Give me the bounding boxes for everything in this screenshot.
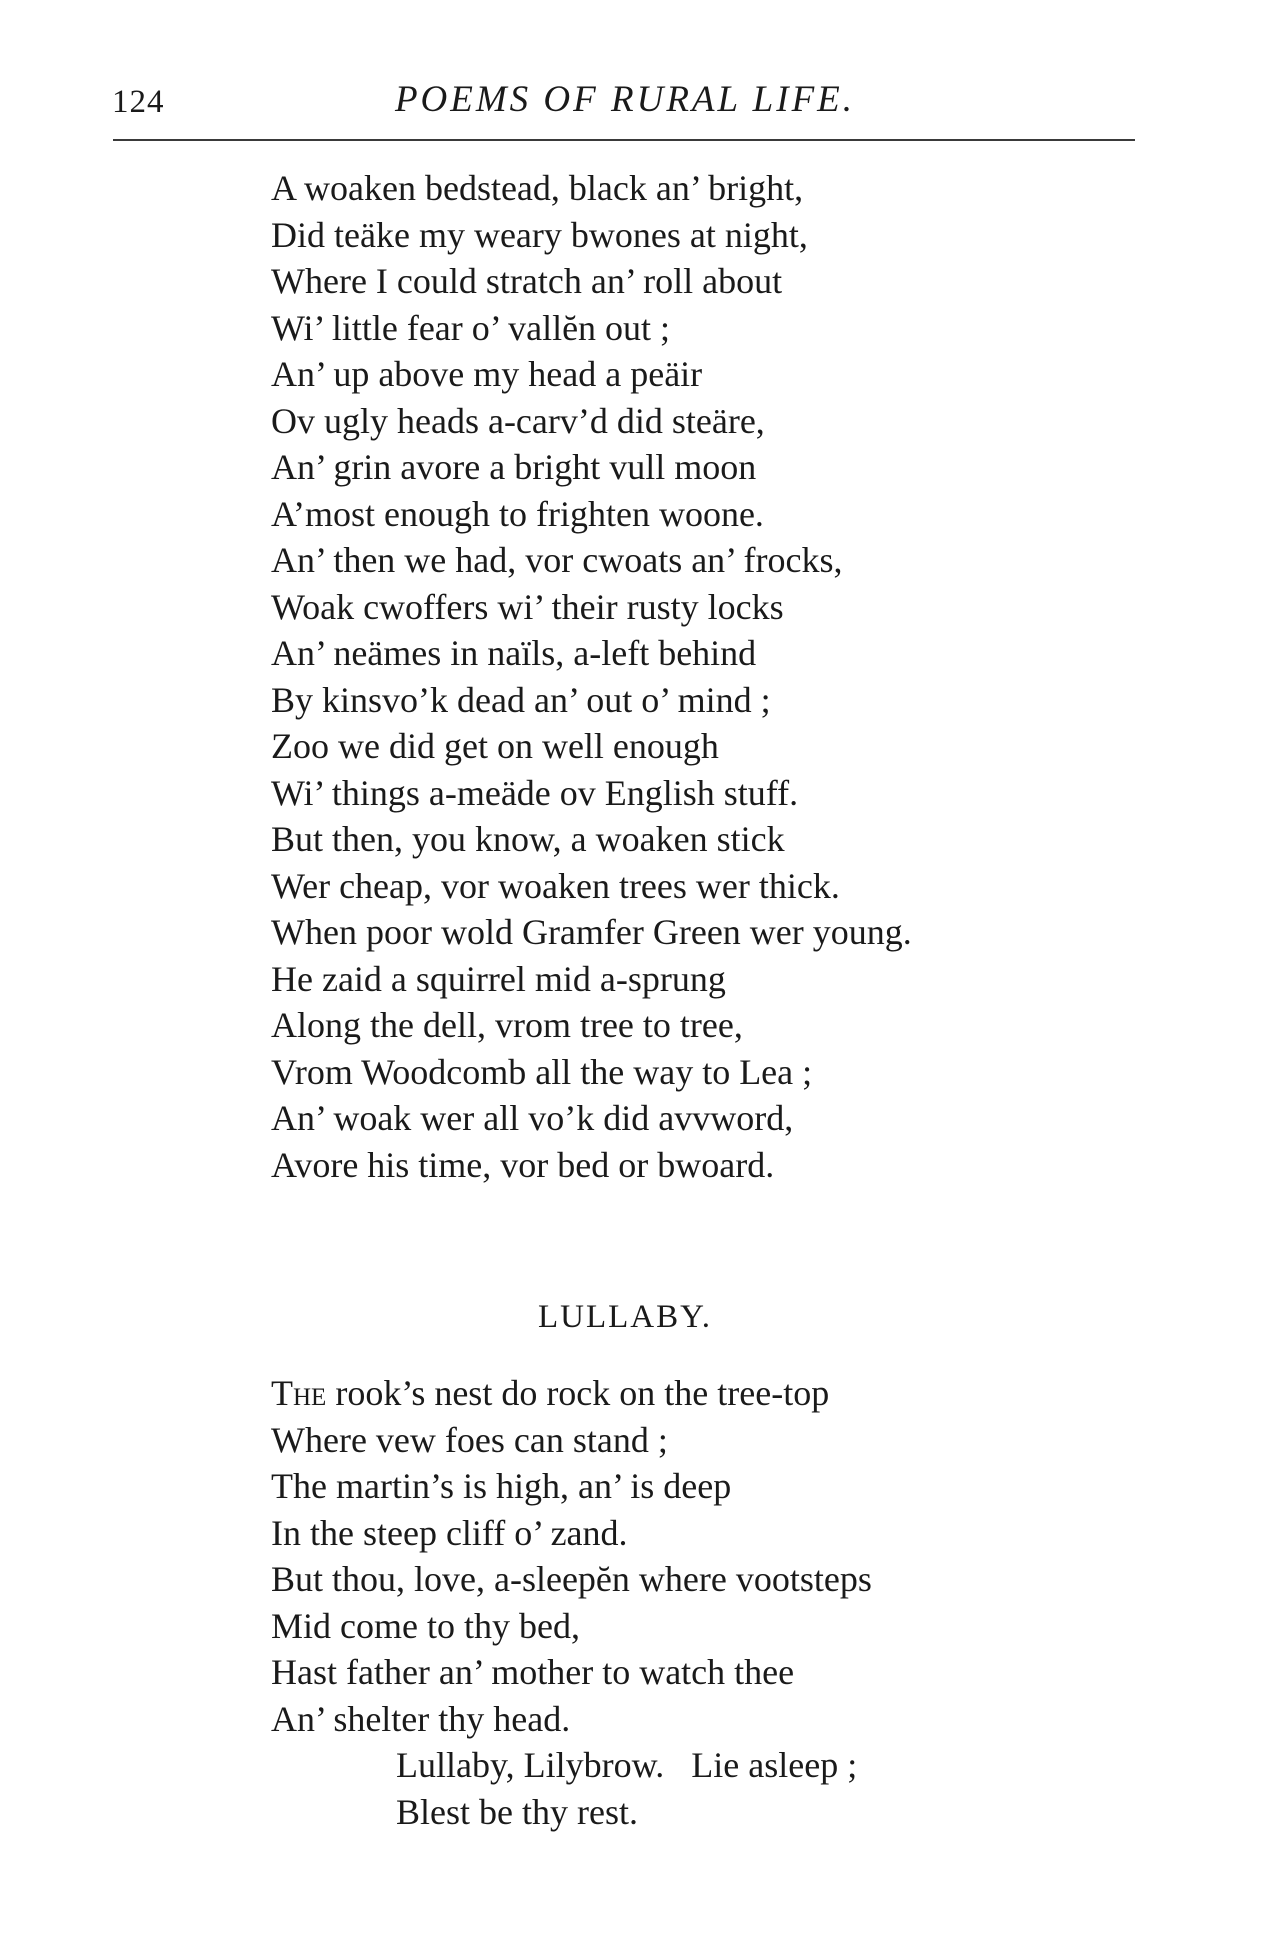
poem-line: But thou, love, a-sleepĕn where vootsteps (271, 1559, 872, 1599)
poem-line: Wi’ little fear o’ vallĕn out ; (271, 307, 671, 348)
poem-line: Where I could stratch an’ roll about (271, 261, 783, 301)
poem-line: An’ grin avore a bright vull moon (271, 447, 757, 487)
poem-line: An’ up above my head a peäir (271, 354, 703, 394)
poem-line: An’ shelter thy head. (271, 1698, 571, 1739)
poem-line-first (271, 1370, 872, 1417)
header-rule (113, 139, 1135, 141)
poem-line: By kinsvo’k dead an’ out o’ mind ; (271, 679, 771, 720)
poem-line: A’most enough to frighten woone. (271, 493, 764, 534)
poem-line: But then, you know, a woaken stick (271, 819, 785, 859)
poem-line: Ov ugly heads a-carv’d did steäre, (271, 400, 765, 441)
poem-line: Zoo we did get on well enough (271, 726, 719, 766)
refrain-line: Lullaby, Lilybrow. Lie asleep ; (396, 1745, 858, 1785)
first-line-rest: rook’s nest do rock on the tree-top (326, 1373, 830, 1413)
first-word-initial: T (271, 1373, 293, 1413)
poem-line: Where vew foes can stand ; (271, 1419, 668, 1460)
first-word-rest: he (293, 1373, 327, 1413)
refrain-line: Blest be thy rest. (396, 1791, 638, 1832)
poem-line: A woaken bedstead, black an’ bright, (271, 168, 804, 208)
page-number: 124 (112, 84, 165, 120)
poem-line: Along the dell, vrom tree to tree, (271, 1005, 743, 1045)
poem-line: An’ woak wer all vo’k did avvword, (271, 1098, 794, 1138)
running-title: POEMS OF RURAL LIFE. (394, 79, 856, 120)
poem-line: Woak cwoffers wi’ their rusty locks (271, 586, 784, 627)
poem-line: Vrom Woodcomb all the way to Lea ; (271, 1051, 813, 1092)
poem-line: Wer cheap, vor woaken trees wer thick. (271, 865, 840, 906)
poem-line: Wi’ things a-meäde ov English stuff. (271, 772, 799, 813)
lullaby-poem (271, 1370, 872, 1835)
poem-line: The martin’s is high, an’ is deep (271, 1466, 732, 1506)
poem-stanza (271, 165, 912, 1188)
poem-line: He zaid a squirrel mid a-sprung (271, 958, 726, 999)
poem-line: Mid come to thy bed, (271, 1605, 580, 1646)
poem-line: Did teäke my weary bwones at night, (271, 214, 808, 255)
poem-line: When poor wold Gramfer Green wer young. (271, 912, 912, 952)
section-title: LULLABY. (538, 1299, 712, 1335)
poem-line: Avore his time, vor bed or bwoard. (271, 1144, 775, 1185)
poem-line: In the steep cliff o’ zand. (271, 1512, 628, 1553)
poem-line: An’ then we had, vor cwoats an’ frocks, (271, 540, 843, 580)
poem-line: An’ neämes in naïls, a-left behind (271, 633, 757, 673)
poem-line: Hast father an’ mother to watch thee (271, 1652, 795, 1692)
